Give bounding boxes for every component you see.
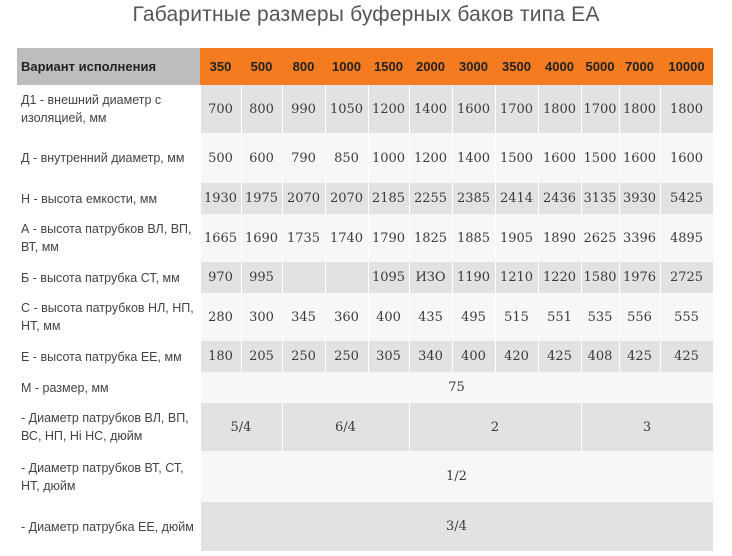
header-capacity: 3000 [452, 48, 495, 85]
table-cell: 1690 [241, 214, 282, 262]
table-row [17, 341, 713, 372]
table-cell: 850 [325, 133, 368, 183]
table-cell: 345 [282, 293, 325, 341]
table-cell: 305 [368, 341, 409, 372]
table-cell [282, 262, 325, 293]
table-cell: 1500 [495, 133, 538, 183]
table-cell: 1500 [581, 133, 619, 183]
table-cell: 250 [282, 341, 325, 372]
table-cell: 1790 [368, 214, 409, 262]
table-cell: 1825 [409, 214, 452, 262]
table-cell: 1600 [452, 85, 495, 133]
table-cell: 300 [241, 293, 282, 341]
table-cell: 1600 [619, 133, 660, 183]
table-row [17, 502, 713, 551]
table-row [17, 451, 713, 502]
table-cell: 5425 [660, 183, 713, 214]
row-label: М - размер, мм [17, 372, 200, 403]
table-cell: 1200 [368, 85, 409, 133]
table-cell: 340 [409, 341, 452, 372]
table-cell: 400 [368, 293, 409, 341]
merged-cell: 6/4 [282, 403, 409, 451]
table-cell: 1735 [282, 214, 325, 262]
table-row [17, 214, 713, 262]
table-cell: 790 [282, 133, 325, 183]
table-cell: 425 [538, 341, 581, 372]
table-cell: 1580 [581, 262, 619, 293]
merged-cell: 75 [200, 372, 713, 403]
table-row [17, 372, 713, 403]
header-capacity: 3500 [495, 48, 538, 85]
header-capacity: 800 [282, 48, 325, 85]
table-row [17, 293, 713, 341]
merged-cell: 3 [581, 403, 713, 451]
table-cell: 1930 [200, 183, 241, 214]
header-capacity: 350 [200, 48, 241, 85]
table-cell: 1800 [619, 85, 660, 133]
table-cell: 425 [619, 341, 660, 372]
table-cell: 360 [325, 293, 368, 341]
dimensions-table [17, 48, 714, 551]
table-cell: 180 [200, 341, 241, 372]
row-label: - Диаметр патрубков ВЛ, ВП, ВС, НП, Hi НС, дюйм [17, 403, 200, 451]
table-cell: 1220 [538, 262, 581, 293]
row-label: А - высота патрубков ВЛ, ВП, ВТ, мм [17, 214, 200, 262]
table-cell: 4895 [660, 214, 713, 262]
table-cell: 1976 [619, 262, 660, 293]
row-label: - Диаметр патрубка ЕЕ, дюйм [17, 502, 200, 551]
header-capacity: 4000 [538, 48, 581, 85]
table-cell: 995 [241, 262, 282, 293]
table-cell: 2185 [368, 183, 409, 214]
header-capacity: 5000 [581, 48, 619, 85]
table-cell: 2625 [581, 214, 619, 262]
table-cell: 1905 [495, 214, 538, 262]
table-cell: 1700 [495, 85, 538, 133]
table-cell: ИЗО [409, 262, 452, 293]
table-row [17, 183, 713, 214]
table-cell: 1800 [660, 85, 713, 133]
table-cell: 556 [619, 293, 660, 341]
table-cell: 1890 [538, 214, 581, 262]
table-cell: 555 [660, 293, 713, 341]
table-cell: 425 [660, 341, 713, 372]
table-header-row [17, 48, 713, 85]
table-row [17, 85, 713, 133]
header-capacity: 1000 [325, 48, 368, 85]
table-cell: 535 [581, 293, 619, 341]
table-cell: 3930 [619, 183, 660, 214]
table-cell: 1000 [368, 133, 409, 183]
table-cell: 3396 [619, 214, 660, 262]
table-cell: 1700 [581, 85, 619, 133]
table-cell: 2414 [495, 183, 538, 214]
row-label: Б - высота патрубка СТ, мм [17, 262, 200, 293]
table-cell: 1200 [409, 133, 452, 183]
table-cell: 1050 [325, 85, 368, 133]
merged-cell: 3/4 [200, 502, 713, 551]
table-row [17, 133, 713, 183]
merged-cell: 2 [409, 403, 581, 451]
header-label: Вариант исполнения [17, 48, 200, 85]
row-label: Д1 - внешний диаметр с изоляцией, мм [17, 85, 200, 133]
table-row [17, 403, 713, 451]
table-cell: 435 [409, 293, 452, 341]
table-cell: 420 [495, 341, 538, 372]
row-label: Е - высота патрубка ЕЕ, мм [17, 341, 200, 372]
table-cell: 1975 [241, 183, 282, 214]
table-cell: 400 [452, 341, 495, 372]
merged-cell: 5/4 [200, 403, 282, 451]
header-capacity: 7000 [619, 48, 660, 85]
table-cell: 600 [241, 133, 282, 183]
table-cell: 1600 [538, 133, 581, 183]
header-capacity: 2000 [409, 48, 452, 85]
header-capacity: 500 [241, 48, 282, 85]
table-cell: 1800 [538, 85, 581, 133]
table-cell: 1665 [200, 214, 241, 262]
row-label: Д - внутренний диаметр, мм [17, 133, 200, 183]
table-cell: 2436 [538, 183, 581, 214]
header-capacity: 10000 [660, 48, 713, 85]
table-cell: 250 [325, 341, 368, 372]
table-row [17, 262, 713, 293]
table-cell [325, 262, 368, 293]
table-cell: 700 [200, 85, 241, 133]
table-cell: 1400 [409, 85, 452, 133]
row-label: С - высота патрубков НЛ, НП, НТ, мм [17, 293, 200, 341]
table-cell: 2255 [409, 183, 452, 214]
table-cell: 551 [538, 293, 581, 341]
table-cell: 280 [200, 293, 241, 341]
table-cell: 408 [581, 341, 619, 372]
page-title: Габаритные размеры буферных баков типа ЕА [132, 3, 600, 26]
table-cell: 515 [495, 293, 538, 341]
table-cell: 2385 [452, 183, 495, 214]
table-cell: 3135 [581, 183, 619, 214]
row-label: - Диаметр патрубков ВТ, СТ, НТ, дюйм [17, 451, 200, 502]
table-cell: 990 [282, 85, 325, 133]
table-cell: 800 [241, 85, 282, 133]
row-label: Н - высота емкости, мм [17, 183, 200, 214]
table-cell: 2070 [325, 183, 368, 214]
table-cell: 1740 [325, 214, 368, 262]
header-capacity: 1500 [368, 48, 409, 85]
table-cell: 500 [200, 133, 241, 183]
table-cell: 970 [200, 262, 241, 293]
table-cell: 1190 [452, 262, 495, 293]
table-cell: 1600 [660, 133, 713, 183]
table-cell: 2070 [282, 183, 325, 214]
table-cell: 2725 [660, 262, 713, 293]
table-cell: 1400 [452, 133, 495, 183]
table-cell: 495 [452, 293, 495, 341]
table-cell: 1885 [452, 214, 495, 262]
table-cell: 205 [241, 341, 282, 372]
merged-cell: 1/2 [200, 451, 713, 502]
table-cell: 1210 [495, 262, 538, 293]
table-cell: 1095 [368, 262, 409, 293]
